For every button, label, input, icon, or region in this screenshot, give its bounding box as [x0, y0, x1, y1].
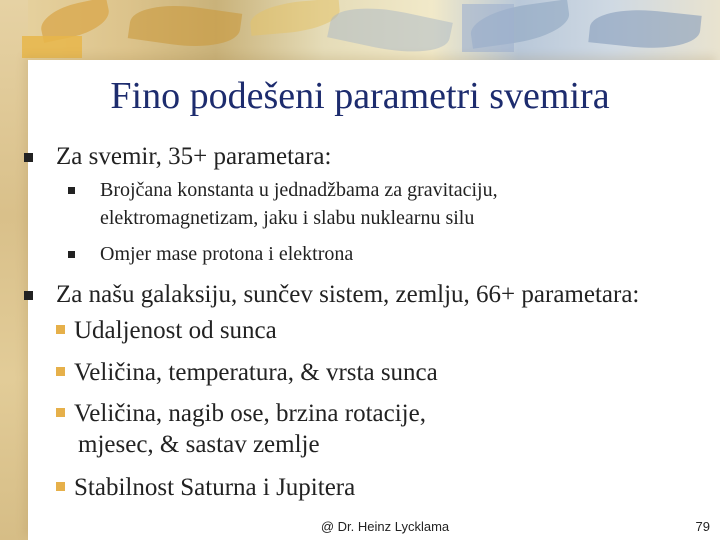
sub-bullet-marker-icon: [68, 251, 75, 258]
bullet-marker-icon: [24, 153, 33, 162]
bullet-text: Za našu galaksiju, sunčev sistem, zemlju, 66+ parametara:: [56, 281, 640, 308]
sub-bullet-text: Stabilnost Saturna i Jupitera: [74, 474, 356, 501]
sub-bullet-item: [56, 358, 438, 388]
sub-bullet-text: Omjer mase protona i elektrona: [100, 243, 354, 265]
sub-bullet-text: Veličina, temperatura, & vrsta sunca: [74, 359, 438, 386]
accent-bullet-icon: [56, 367, 65, 376]
leaf-decoration: [249, 0, 341, 36]
footer-author: @ Dr. Heinz Lycklama: [320, 519, 450, 534]
accent-bullet-icon: [56, 408, 65, 417]
decorative-left-strip: [0, 0, 28, 540]
sub-bullet-text: Veličina, nagib ose, brzina rotacije,: [74, 400, 426, 427]
square-decoration: [22, 36, 82, 58]
page-number: 79: [695, 519, 710, 534]
sub-bullet-text: mjesec, & sastav zemlje: [78, 431, 320, 458]
bullet-marker-icon: [24, 291, 33, 300]
square-decoration: [462, 4, 514, 52]
accent-bullet-icon: [56, 325, 65, 334]
decorative-banner: [0, 0, 720, 60]
sub-bullet-item: [56, 399, 426, 429]
leaf-decoration: [128, 0, 242, 53]
leaf-decoration: [588, 4, 701, 53]
sub-bullet-marker-icon: [68, 187, 75, 194]
sub-bullet-text: Udaljenost od sunca: [74, 317, 277, 344]
sub-bullet-text: Brojčana konstanta u jednadžbama za gravitaciju,: [100, 179, 498, 201]
sub-bullet-item: [56, 473, 355, 503]
sub-bullet-text: elektromagnetizam, jaku i slabu nuklearnu silu: [100, 207, 475, 229]
accent-bullet-icon: [56, 482, 65, 491]
leaf-decoration: [327, 0, 453, 62]
slide-title: Fino podešeni parametri svemira: [110, 75, 610, 117]
sub-bullet-item: [56, 316, 277, 346]
bullet-text: Za svemir, 35+ parametara:: [56, 143, 332, 170]
